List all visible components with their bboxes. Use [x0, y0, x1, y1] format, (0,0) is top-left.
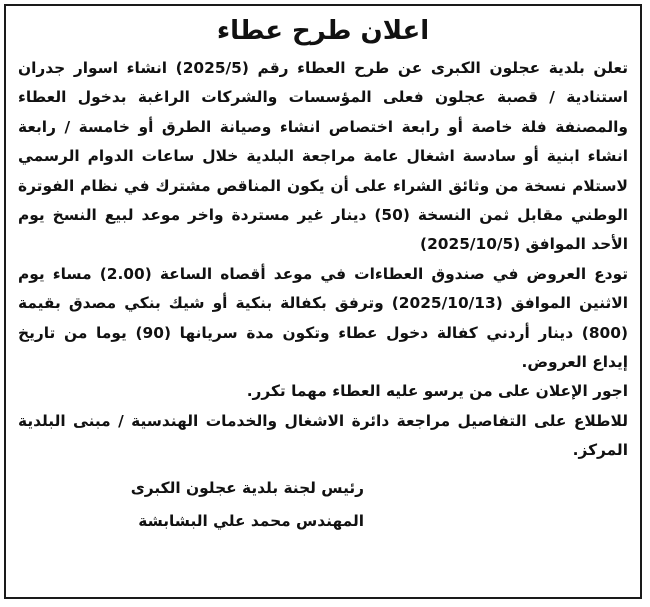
contact-details-paragraph: للاطلاع على التفاصيل مراجعة دائرة الاشغال والخدمات الهندسية / مبنى البلدية المركز. — [18, 411, 628, 460]
signature-block — [18, 472, 628, 538]
advertising-fees-paragraph: اجور الإعلان على من يرسو عليه العطاء مهما تكرر. — [246, 382, 628, 401]
signatory-name: المهندس محمد علي البشابشة — [138, 511, 364, 530]
tender-details-paragraph: تعلن بلدية عجلون الكبرى عن طرح العطاء رقم (2025/5) انشاء اسوار جدران استنادية / قصبة عجلون فعلى المؤسسات والشركات الراغبة بدخول العطاء والمصنفة فلة خاصة أو رابعة اختصاص انشاء وصيانة الطرق أو خامسة / رابعة انشاء ابنية أو سادسة اشغال عامة مراجعة البلدية خلال ساعات الدوام الرسمي لاستلام نسخة من وثائق الشراء على أن يكون المناقص مشترك في نظام الفوترة الوطني مقابل ثمن النسخة (50) دينار غير مستردة واخر موعد لبيع النسخ يوم الأحد الموافق (2025/10/5) — [18, 59, 628, 254]
tender-announcement-frame — [4, 4, 642, 599]
signatory-position: رئيس لجنة بلدية عجلون الكبرى — [130, 478, 364, 497]
submission-details-paragraph: تودع العروض في صندوق العطاءات في موعد أقصاه الساعة (2.00) مساء يوم الاثنين الموافق (2025/10/13) وترفق بكفالة بنكية أو شيك بنكي مصدق بقيمة (800) دينار أردني كفالة دخول عطاء وتكون مدة سريانها (90) يوما من تاريخ إيداع العروض. — [18, 264, 629, 372]
announcement-title: اعلان طرح عطاء — [216, 16, 430, 46]
